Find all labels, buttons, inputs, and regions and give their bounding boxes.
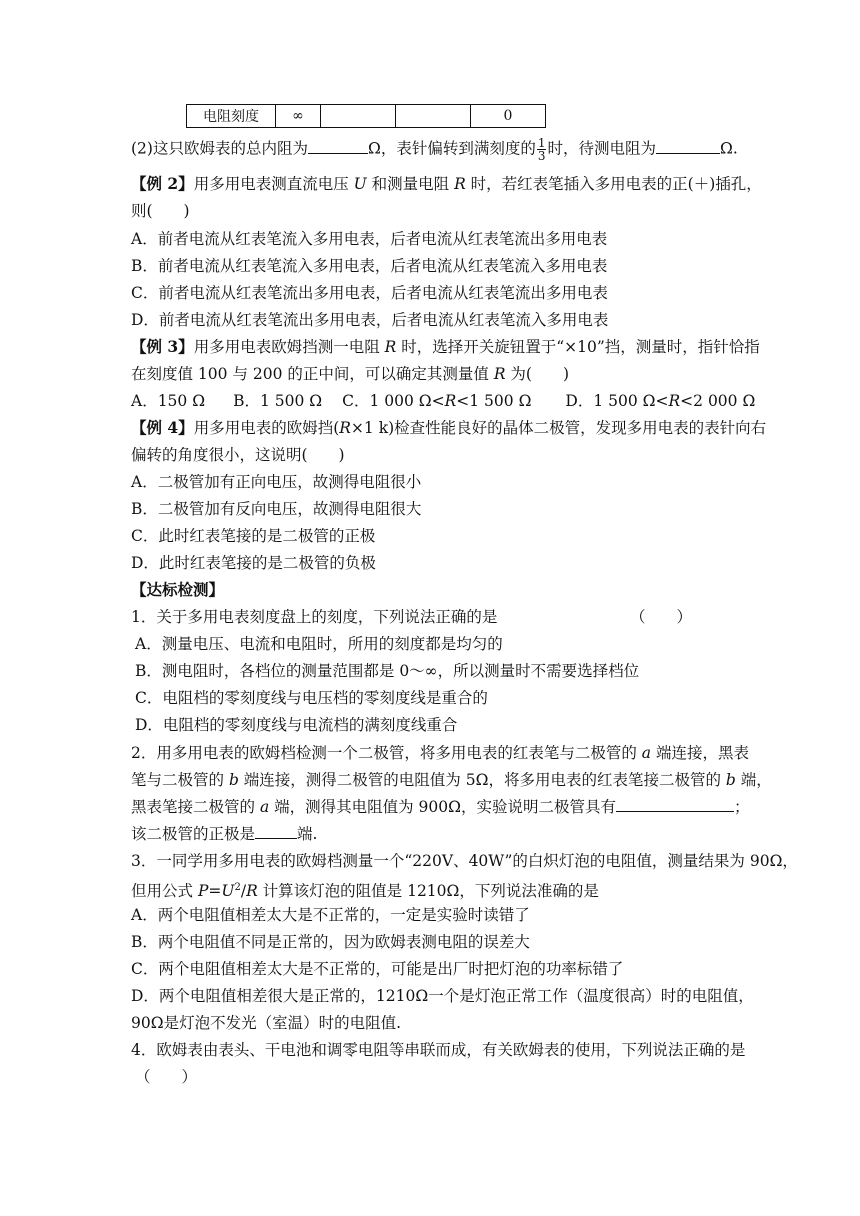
example-3-options: A．150 Ω B．1 500 Ω C．1 000 Ω<R<1 500 Ω D．1 500 Ω<R<2 000 Ω [131, 392, 756, 410]
q2-part2-line: (2)这只欧姆表的总内阻为 Ω，表针偏转到满刻度的 $\frac{1}{3}$ 时，待测电阻为 Ω. [131, 136, 738, 163]
example-2-stem-cont: 则( ) [131, 202, 190, 220]
example-3-stem: 【例 3】用多用电表欧姆挡测一电阻 R 时，选择开关旋钮置于“×10”挡，测量时，指针恰指 [131, 337, 760, 356]
table-row [187, 105, 546, 128]
question-1-option-a: A．测量电压、电流和电阻时，所用的刻度都是均匀的 [135, 635, 503, 653]
question-2-line-1: 2．用多用电表的欧姆档检测一个二极管，将多用电表的红表笔与二极管的 a 端连接，黑表 [131, 744, 749, 762]
example-2-option-b: B．前者电流从红表笔流入多用电表，后者电流从红表笔流入多用电表 [131, 257, 608, 275]
answer-blank[interactable] [308, 139, 368, 154]
question-1-option-d: D．电阻档的零刻度线与电流档的满刻度线重合 [135, 716, 458, 734]
question-2-line-3: 黑表笔接二极管的 a 端，测得其电阻值为 900Ω，实验说明二极管具有 ； [131, 798, 750, 816]
table-cell [396, 105, 471, 128]
table-cell: ∞ [276, 105, 321, 128]
question-1-option-b: B．测电阻时，各档位的测量范围都是 0～∞，所以测量时不需要选择档位 [135, 662, 640, 680]
answer-blank[interactable] [255, 824, 297, 839]
answer-blank[interactable] [656, 139, 720, 154]
question-4-line-1: 4．欧姆表由表头、干电池和调零电阻等串联而成，有关欧姆表的使用，下列说法正确的是 [131, 1041, 746, 1059]
example-2-stem: 【例 2】用多用电表测直流电压 U 和测量电阻 R 时，若红表笔插入多用电表的正(＋)插孔， [131, 174, 762, 193]
question-2-line-2: 笔与二极管的 b 端连接，测得二极管的电阻值为 5Ω，将多用电表的红表笔接二极管的 b 端， [131, 771, 772, 789]
example-4-option-b: B．二极管加有反向电压，故测得电阻很大 [131, 500, 422, 518]
fraction: $\frac{1}{3}$ [537, 136, 546, 163]
example-2-option-d: D．前者电流从红表笔流出多用电表，后者电流从红表笔流入多用电表 [131, 311, 609, 329]
example-4-stem: 【例 4】用多用电表的欧姆挡(R×1 k)检查性能良好的晶体二极管，发现多用电表的表针向右 [131, 418, 767, 437]
example-4-option-a: A．二极管加有正向电压，故测得电阻很小 [131, 473, 422, 491]
example-4-option-c: C．此时红表笔接的是二极管的正极 [131, 527, 376, 545]
question-3-option-d-cont: 90Ω是灯泡不发光（室温）时的电阻值. [131, 1014, 402, 1032]
question-1-stem: 1．关于多用电表刻度盘上的刻度，下列说法正确的是 [131, 608, 498, 626]
question-3-line-2: 但用公式 $P=U^2/R$ 计算该灯泡的阻值是 1210Ω，下列说法准确的是 [131, 882, 599, 901]
question-3-option-c: C．两个电阻值相差太大是不正常的，可能是出厂时把灯泡的功率标错了 [131, 960, 624, 978]
table-label-cell: 电阻刻度 [187, 105, 276, 128]
example-2-option-c: C．前者电流从红表笔流出多用电表，后者电流从红表笔流出多用电表 [131, 284, 608, 302]
table-cell: 0 [471, 105, 546, 128]
section-title: 【达标检测】 [131, 580, 225, 599]
question-3-line-1: 3．一同学用多用电表的欧姆档测量一个“220V、40W”的白炽灯泡的电阻值，测量结果为 90Ω， [131, 852, 798, 870]
example-4-stem-cont: 偏转的角度很小，这说明( ) [131, 446, 345, 464]
resistance-scale-table [186, 104, 546, 128]
example-2-option-a: A．前者电流从红表笔流入多用电表，后者电流从红表笔流出多用电表 [131, 230, 608, 248]
question-1-answer-paren: （ ） [630, 608, 693, 626]
answer-blank[interactable] [616, 797, 734, 812]
question-3-option-b: B．两个电阻值不同是正常的，因为欧姆表测电阻的误差大 [131, 933, 530, 951]
example-4-option-d: D．此时红表笔接的是二极管的负极 [131, 554, 376, 572]
question-3-option-d: D．两个电阻值相差很大是正常的，1210Ω一个是灯泡正常工作（温度很高）时的电阻值， [131, 987, 754, 1005]
table-cell [321, 105, 396, 128]
question-4-answer-paren: （ ） [135, 1068, 198, 1086]
question-3-option-a: A．两个电阻值相差太大是不正常的，一定是实验时读错了 [131, 906, 530, 924]
example-3-stem-cont: 在刻度值 100 与 200 的正中间，可以确定其测量值 R 为( ) [131, 365, 570, 383]
question-1-option-c: C．电阻档的零刻度线与电压档的零刻度线是重合的 [135, 689, 488, 707]
question-2-line-4: 该二极管的正极是 端. [131, 825, 318, 843]
